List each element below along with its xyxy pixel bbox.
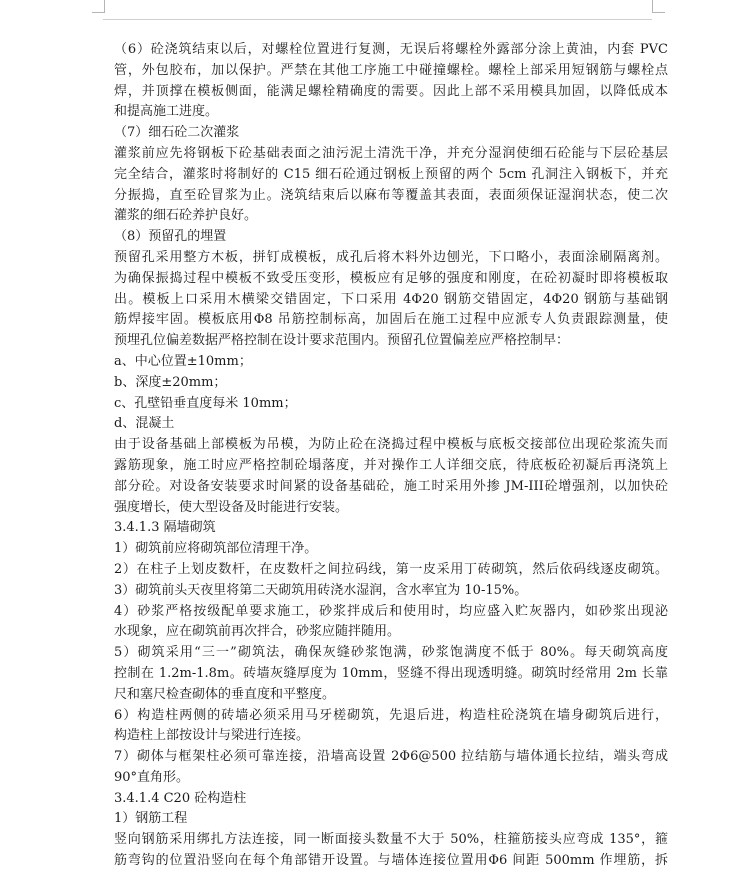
text-line: 控制在 1.2m-1.8m。砖墙灰缝厚度为 10mm，竖缝不得出现透明缝。砌筑时经常用 2m 长靠 — [114, 665, 668, 681]
text-line: c、孔壁铅垂直度每米 10mm； — [114, 395, 297, 411]
text-line: 3.4.1.4 C20 砼构造柱 — [114, 790, 247, 806]
text-line: 筋弯钩的位置沿竖向在每个角部错开设置。与墙体连接位置用Φ6 间距 500mm 作埋筋，拆 — [114, 853, 668, 869]
crop-mark-top-right — [652, 0, 665, 13]
text-line: 水现象，应在砌筑前再次拌合，砂浆应随拌随用。 — [114, 624, 401, 640]
text-line: 1）砌筑前应将砌筑部位清理干净。 — [114, 541, 318, 557]
text-line: 部分砼。对设备安装要求时间紧的设备基础砼，施工时采用外掺 JM-III砼增强剂，以加快砼 — [114, 478, 668, 494]
document-body — [114, 40, 668, 872]
text-line: 灌浆前应先将钢板下砼基础表面之油污泥土清洗干净，并充分湿润使细石砼能与下层砼基层 — [114, 145, 668, 161]
text-line: 灌浆的细石砼养护良好。 — [114, 208, 258, 224]
text-line: （7）细石砼二次灌浆 — [114, 125, 240, 141]
text-line: 90°直角形。 — [114, 769, 190, 785]
text-line: 筋焊接牢固。模板底用Φ8 吊筋控制标高，加固后在施工过程中应派专人负责跟踪测量，使 — [114, 312, 668, 328]
text-line: 3）砌筑前头天夜里将第二天砌筑用砖浇水湿润，含水率宜为 10-15%。 — [114, 582, 528, 598]
text-line: 7）砌体与框架柱必须可靠连接，沿墙高设置 2Φ6@500 拉结筋与墙体通长拉结，端头弯成 — [114, 749, 668, 765]
header-rule — [103, 19, 652, 20]
text-line: （8）预留孔的埋置 — [114, 229, 227, 245]
text-line: 出。模板上口采用木横梁交错固定，下口采用 4Φ20 钢筋交错固定，4Φ20 钢筋与基础钢 — [114, 291, 668, 307]
text-line: 6）构造柱两侧的砖墙必须采用马牙槎砌筑，先退后进，构造柱砼浇筑在墙身砌筑后进行， — [114, 707, 668, 723]
text-line: 构造柱上部按设计与梁进行连接。 — [114, 728, 310, 744]
text-line: 尺和塞尺检查砌体的垂直度和平整度。 — [114, 686, 336, 702]
text-line: 预留孔采用整方木板，拼钉成模板，成孔后将木料外边刨光，下口略小，表面涂刷隔离剂。 — [114, 249, 668, 265]
text-line: 4）砂浆严格按级配单要求施工，砂浆拌成后和使用时，均应盛入贮灰器内，如砂浆出现泌 — [114, 603, 668, 619]
text-line: a、中心位置±10mm； — [114, 353, 252, 369]
text-line: 预埋孔位偏差数据严格控制在设计要求范围内。预留孔位置偏差应严格控制早： — [114, 333, 570, 349]
text-line: 为确保振捣过程中模板不致受压变形，模板应有足够的强度和刚度，在砼初凝时即将模板取 — [114, 270, 668, 286]
text-line: 5）砌筑采用“三一”砌筑法，确保灰缝砂浆饱满，砂浆饱满度不低于 80%。每天砌筑高度 — [114, 645, 668, 661]
text-line: 由于设备基础上部模板为吊模，为防止砼在浇捣过程中模板与底板交接部位出现砼浆流失而 — [114, 437, 668, 453]
text-line: d、混凝土 — [114, 416, 175, 432]
text-line: 分振捣，直至砼冒浆为止。浇筑结束后以麻布等覆盖其表面，表面须保证湿润状态，使二次 — [114, 187, 668, 203]
text-line: （6）砼浇筑结束以后，对螺栓位置进行复测，无误后将螺栓外露部分涂上黄油，内套 PVC — [114, 42, 668, 57]
text-line: 完全结合，灌浆时将制好的 C15 细石砼通过钢板上预留的两个 5cm 孔洞注入钢板下，并充 — [114, 166, 668, 182]
text-line: 焊，并顶撑在模板侧面，能满足螺栓精确度的需要。因此上部不采用模具加固，以降低成本 — [114, 83, 668, 99]
text-line: 3.4.1.3 隔墙砌筑 — [114, 520, 216, 536]
text-line: 2）在柱子上划皮数杆，在皮数杆之间拉码线，第一皮采用丁砖砌筑，然后依码线逐皮砌筑。 — [114, 561, 668, 577]
crop-mark-top-left — [92, 0, 105, 13]
text-line: 1）钢筋工程 — [114, 811, 188, 827]
text-line: 露筋现象，施工时应严格控制砼塌落度，并对操作工人详细交底，待底板砼初凝后再浇筑上 — [114, 457, 668, 473]
text-line: 强度增长，使大型设备及时能进行安装。 — [114, 499, 349, 515]
text-line: b、深度±20mm； — [114, 374, 227, 390]
text-line: 和提高施工进度。 — [114, 104, 219, 120]
text-line: 管，外包胶布，加以保护。严禁在其他工序施工中碰撞螺栓。螺栓上部采用短钢筋与螺栓点 — [114, 62, 668, 78]
text-line: 竖向钢筋采用绑扎方法连接，同一断面接头数量不大于 50%，柱箍筋接头应弯成 135°，箍 — [114, 832, 668, 848]
